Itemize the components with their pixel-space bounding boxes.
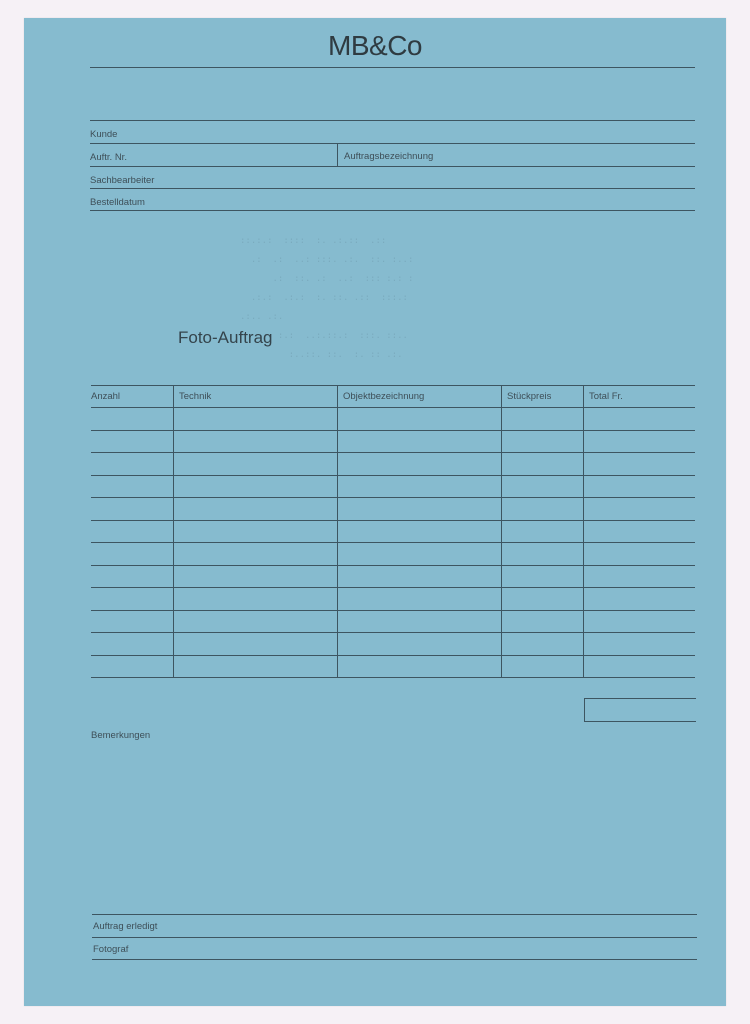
auftrag-erledigt-line <box>92 937 697 938</box>
table-cell-5-1[interactable] <box>95 500 173 518</box>
bemerkungen-field[interactable] <box>91 746 695 905</box>
table-cell-12-3[interactable] <box>341 658 501 676</box>
table-cell-1-2[interactable] <box>177 410 337 428</box>
table-cell-1-3[interactable] <box>341 410 501 428</box>
table-cell-8-4[interactable] <box>505 568 583 586</box>
table-cell-7-5[interactable] <box>587 545 695 563</box>
table-cell-2-1[interactable] <box>95 433 173 451</box>
table-cell-6-5[interactable] <box>587 523 695 541</box>
table-row-line <box>91 430 695 431</box>
fotograf-line <box>92 959 697 960</box>
table-row-line <box>91 475 695 476</box>
table-cell-2-4[interactable] <box>505 433 583 451</box>
auftragsbezeichnung-field[interactable] <box>460 147 694 167</box>
table-cell-4-5[interactable] <box>587 478 695 496</box>
table-header-top-line <box>91 385 695 386</box>
table-cell-11-1[interactable] <box>95 635 173 653</box>
table-cell-1-5[interactable] <box>587 410 695 428</box>
table-cell-4-2[interactable] <box>177 478 337 496</box>
table-column-divider <box>337 385 338 677</box>
table-cell-3-4[interactable] <box>505 455 583 473</box>
table-cell-2-5[interactable] <box>587 433 695 451</box>
kunde-field[interactable] <box>150 124 694 144</box>
table-cell-1-1[interactable] <box>95 410 173 428</box>
sachbearbeiter-line <box>90 188 695 189</box>
table-row-line <box>91 565 695 566</box>
table-cell-9-2[interactable] <box>177 590 337 608</box>
table-cell-11-2[interactable] <box>177 635 337 653</box>
table-row-line <box>91 452 695 453</box>
sachbearbeiter-field[interactable] <box>170 170 694 190</box>
table-row-line <box>91 497 695 498</box>
table-cell-4-1[interactable] <box>95 478 173 496</box>
table-cell-12-5[interactable] <box>587 658 695 676</box>
table-cell-9-4[interactable] <box>505 590 583 608</box>
table-cell-8-2[interactable] <box>177 568 337 586</box>
table-cell-5-2[interactable] <box>177 500 337 518</box>
column-header-technik: Technik <box>179 391 212 402</box>
table-cell-5-3[interactable] <box>341 500 501 518</box>
bestelldatum-label: Bestelldatum <box>90 197 145 208</box>
table-cell-5-4[interactable] <box>505 500 583 518</box>
table-cell-12-1[interactable] <box>95 658 173 676</box>
auftr-nr-divider <box>337 144 338 166</box>
auftrag-erledigt-label: Auftrag erledigt <box>93 921 158 932</box>
grand-total-field[interactable] <box>588 701 696 721</box>
table-row-line <box>91 610 695 611</box>
table-cell-7-2[interactable] <box>177 545 337 563</box>
table-cell-12-4[interactable] <box>505 658 583 676</box>
table-row-line <box>91 587 695 588</box>
table-cell-10-2[interactable] <box>177 613 337 631</box>
auftragsbezeichnung-label: Auftragsbezeichnung <box>344 151 434 162</box>
table-cell-11-5[interactable] <box>587 635 695 653</box>
bemerkungen-label: Bemerkungen <box>91 730 151 741</box>
table-cell-3-1[interactable] <box>95 455 173 473</box>
table-cell-6-2[interactable] <box>177 523 337 541</box>
table-cell-2-2[interactable] <box>177 433 337 451</box>
table-cell-7-3[interactable] <box>341 545 501 563</box>
kunde-label: Kunde <box>90 129 118 140</box>
table-cell-10-4[interactable] <box>505 613 583 631</box>
bestelldatum-field[interactable] <box>160 192 694 212</box>
table-row-line <box>91 677 695 678</box>
table-row-line <box>91 407 695 408</box>
form-title: Foto-Auftrag <box>178 328 273 347</box>
table-cell-3-2[interactable] <box>177 455 337 473</box>
table-cell-12-2[interactable] <box>177 658 337 676</box>
table-cell-9-3[interactable] <box>341 590 501 608</box>
table-cell-4-4[interactable] <box>505 478 583 496</box>
table-cell-10-3[interactable] <box>341 613 501 631</box>
table-row-line <box>91 542 695 543</box>
sachbearbeiter-label: Sachbearbeiter <box>90 175 155 186</box>
table-cell-7-1[interactable] <box>95 545 173 563</box>
total-box-bottom <box>584 721 696 722</box>
auftr-nr-line <box>90 166 695 167</box>
table-cell-10-1[interactable] <box>95 613 173 631</box>
kunde-line <box>90 143 695 144</box>
footer-divider-top <box>92 914 697 915</box>
column-header-st-ckpreis: Stückpreis <box>507 391 552 402</box>
table-row-line <box>91 632 695 633</box>
table-cell-11-3[interactable] <box>341 635 501 653</box>
brand-underline <box>90 67 695 68</box>
table-cell-5-5[interactable] <box>587 500 695 518</box>
header-divider-top <box>90 120 695 121</box>
fotograf-label: Fotograf <box>93 944 129 955</box>
table-column-divider <box>583 385 584 677</box>
table-column-divider <box>173 385 174 677</box>
bestelldatum-line <box>90 210 695 211</box>
table-cell-8-5[interactable] <box>587 568 695 586</box>
table-cell-7-4[interactable] <box>505 545 583 563</box>
table-column-divider <box>501 385 502 677</box>
auftr-nr-label: Auftr. Nr. <box>90 152 127 163</box>
table-cell-10-5[interactable] <box>587 613 695 631</box>
auftr-nr-field[interactable] <box>150 147 334 167</box>
table-cell-9-5[interactable] <box>587 590 695 608</box>
column-header-objektbezeichnung: Objektbezeichnung <box>343 391 425 402</box>
table-cell-2-3[interactable] <box>341 433 501 451</box>
table-cell-9-1[interactable] <box>95 590 173 608</box>
column-header-total-fr: Total Fr. <box>589 391 623 402</box>
table-row-line <box>91 520 695 521</box>
table-row-line <box>91 655 695 656</box>
table-cell-6-4[interactable] <box>505 523 583 541</box>
table-cell-3-3[interactable] <box>341 455 501 473</box>
total-box-left <box>584 698 585 722</box>
table-cell-8-3[interactable] <box>341 568 501 586</box>
column-header-anzahl: Anzahl <box>91 391 121 402</box>
table-cell-8-1[interactable] <box>95 568 173 586</box>
table-cell-3-5[interactable] <box>587 455 695 473</box>
table-cell-4-3[interactable] <box>341 478 501 496</box>
table-cell-6-3[interactable] <box>341 523 501 541</box>
fotograf-field[interactable] <box>150 940 694 960</box>
table-cell-1-4[interactable] <box>505 410 583 428</box>
total-box-top <box>584 698 696 699</box>
brand-logo: MB&Co <box>328 30 422 61</box>
auftrag-erledigt-field[interactable] <box>180 917 694 937</box>
table-cell-6-1[interactable] <box>95 523 173 541</box>
table-cell-11-4[interactable] <box>505 635 583 653</box>
